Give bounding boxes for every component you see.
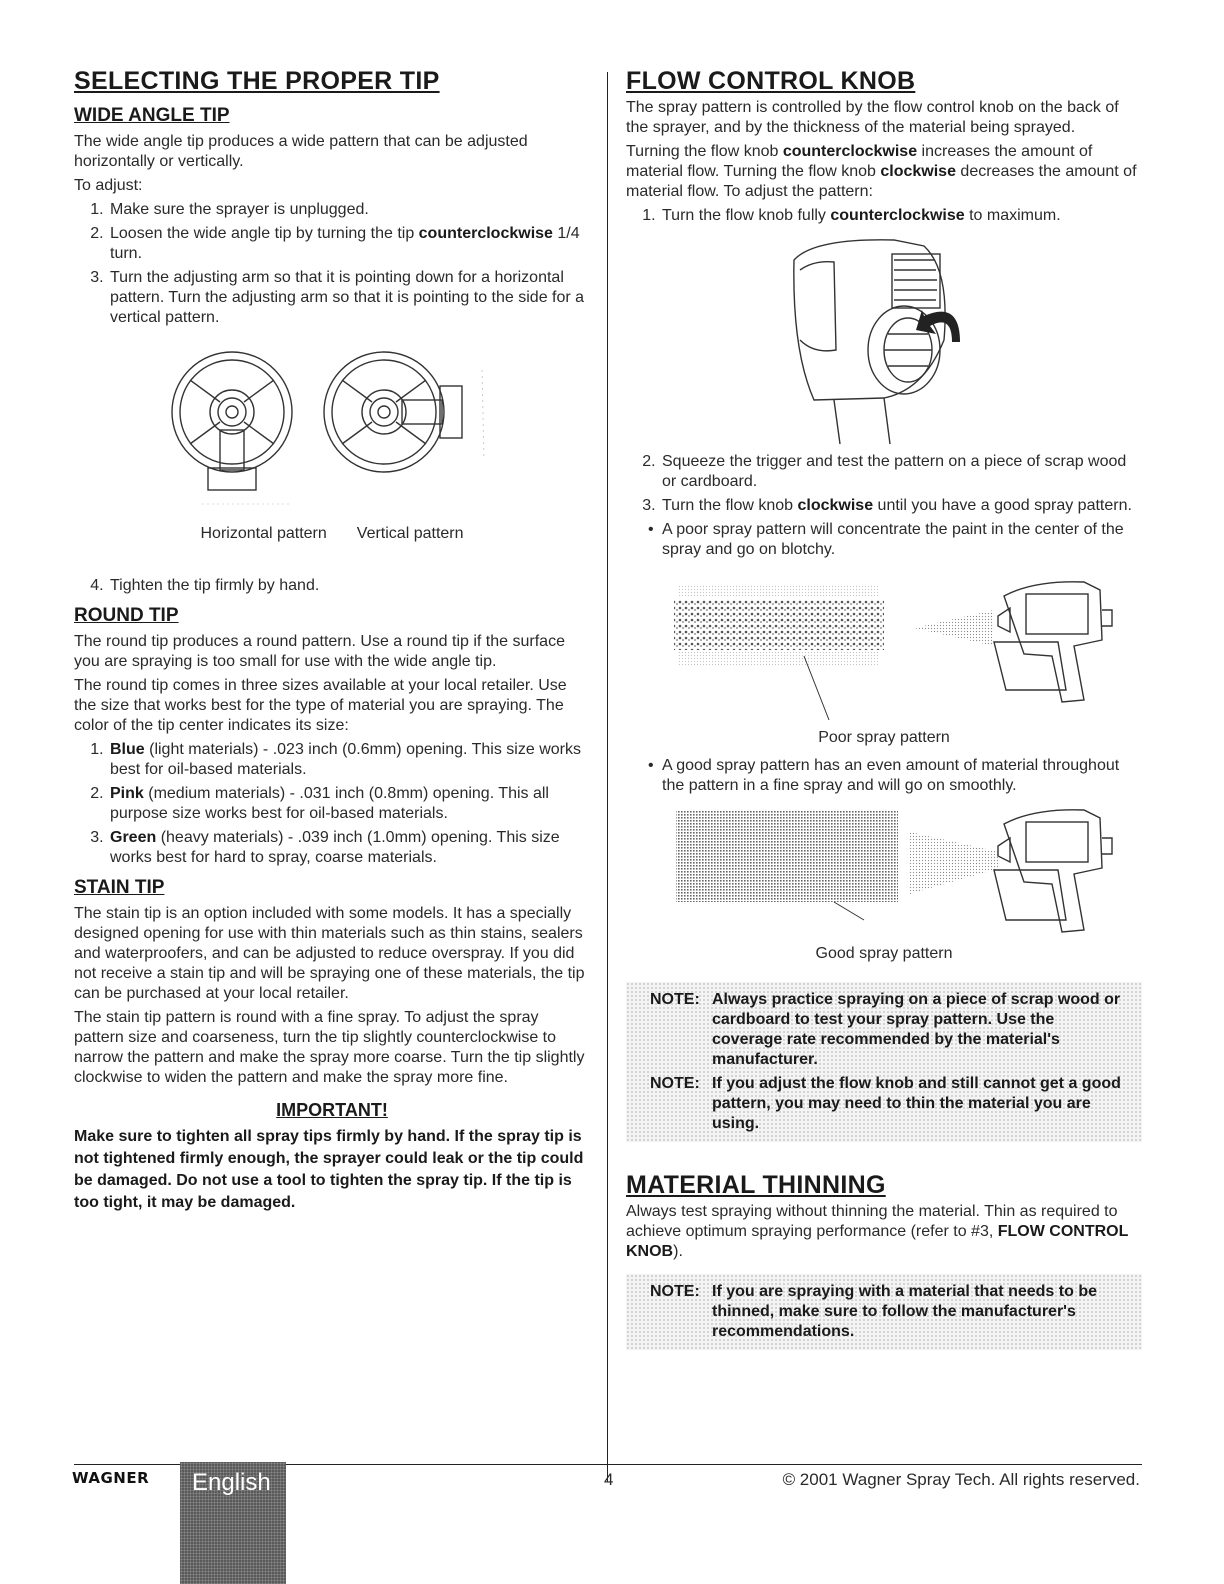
wide-angle-tip-heading: WIDE ANGLE TIP [74, 105, 230, 126]
round-tip-p2: The round tip comes in three sizes available at your local retailer. Use the size that works best for the type of material you are spraying. The color of the tip center indicates its size: [74, 677, 567, 734]
note-label: NOTE: [650, 1075, 700, 1092]
thinning-note [650, 1282, 1128, 1342]
important-heading: IMPORTANT! [276, 1100, 388, 1120]
wide-angle-step-1: 1. Make sure the sprayer is unplugged. [108, 200, 590, 220]
flow-notes-box [626, 982, 1142, 1142]
right-column [626, 66, 1142, 1350]
wide-angle-step-3: 3. Turn the adjusting arm so that it is pointing down for a horizontal pattern. Turn the adjusting arm so that it is pointing to the side for a vertical pattern. [108, 268, 590, 328]
note-text: Always practice spraying on a piece of scrap wood or cardboard to test your spray pattern. Use the coverage rate recommended by the material's manufacturer. [712, 991, 1121, 1068]
caption-vertical: Vertical pattern [356, 525, 464, 542]
left-column [74, 66, 590, 1214]
language-tab [180, 1462, 286, 1584]
round-tip-sizes [74, 740, 590, 868]
round-size-green: 3. Green (heavy materials) - .039 inch (1.0mm) opening. This size works best for hard to spray, coarse materials. [108, 828, 590, 868]
tip-pattern-illustration [162, 350, 502, 520]
round-size-pink: 2. Pink (medium materials) - .031 inch (0.8mm) opening. This all purpose size works best for oil-based materials. [108, 784, 590, 824]
flow-p1: The spray pattern is controlled by the flow control knob on the back of the sprayer, and by the thickness of the material being sprayed. [626, 99, 1119, 136]
note-label: NOTE: [650, 991, 700, 1008]
wide-angle-step-2: 2. Loosen the wide angle tip by turning the tip counterclockwise 1/4 turn. [108, 224, 590, 264]
flow-step-2: 2. Squeeze the trigger and test the pattern on a piece of scrap wood or cardboard. [660, 452, 1142, 492]
poor-pattern-bullet-list [626, 520, 1142, 560]
round-size-blue: 1. Blue (light materials) - .023 inch (0.6mm) opening. This size works best for oil-based materials. [108, 740, 590, 780]
column-divider [607, 72, 608, 1482]
caption-poor-spray: Poor spray pattern [818, 729, 950, 746]
language-label: English [192, 1469, 271, 1496]
round-tip-heading: ROUND TIP [74, 605, 179, 626]
note-label: NOTE: [650, 1283, 700, 1300]
good-pattern-bullet: • A good spray pattern has an even amount of material throughout the pattern in a fine spray and will go on smoothly. [662, 756, 1142, 796]
stain-tip-p2: The stain tip pattern is round with a fine spray. To adjust the spray pattern size and coarseness, turn the tip slightly counterclockwise to narrow the pattern and make the spray more coarse. Turn the tip slightly clockwise to widen the pattern and make the spray more fine. [74, 1009, 585, 1086]
to-adjust-label: To adjust: [74, 177, 143, 194]
wide-angle-step-4: 4. Tighten the tip firmly by hand. [108, 576, 590, 596]
caption-good-spray: Good spray pattern [815, 945, 953, 962]
wide-angle-step-4-list [74, 576, 590, 596]
section-title-flow-control: FLOW CONTROL KNOB [626, 67, 916, 95]
stain-tip-heading: STAIN TIP [74, 877, 165, 898]
caption-horizontal: Horizontal pattern [200, 525, 327, 542]
wide-angle-intro: The wide angle tip produces a wide pattern that can be adjusted horizontally or vertically. [74, 133, 528, 170]
flow-step-3: 3. Turn the flow knob clockwise until you have a good spray pattern. [660, 496, 1142, 516]
flow-note-1 [650, 990, 1128, 1070]
section-title-material-thinning: MATERIAL THINNING [626, 1171, 886, 1199]
thinning-note-box [626, 1274, 1142, 1350]
section-title-selecting-tip: SELECTING THE PROPER TIP [74, 67, 440, 95]
good-pattern-bullet-list [626, 756, 1142, 796]
note-text: If you adjust the flow knob and still cannot get a good pattern, you may need to thin the material you are using. [712, 1075, 1121, 1132]
page-number: 4 [604, 1470, 614, 1489]
stain-tip-p1: The stain tip is an option included with some models. It has a specially designed opening for use with thin materials such as thin stains, sealers and waterproofers, and can be adjusted to reduce overspray. If you did not receive a stain tip and will be spraying one of these materials, the tip can be purchased at your local retailer. [74, 905, 585, 1002]
poor-pattern-bullet: • A poor spray pattern will concentrate the paint in the center of the spray and go on blotchy. [662, 520, 1142, 560]
note-text: If you are spraying with a material that needs to be thinned, make sure to follow the manufacturer's recommendations. [712, 1283, 1097, 1340]
wagner-logo: WAGNER [72, 1469, 150, 1487]
round-tip-p1: The round tip produces a round pattern. Use a round tip if the surface you are spraying is too small for use with the wide angle tip. [74, 633, 565, 670]
tip-pattern-captions [74, 524, 590, 544]
flow-note-2 [650, 1074, 1128, 1134]
flow-steps-2-3 [626, 452, 1142, 516]
good-spray-illustration [654, 802, 1114, 942]
important-text: Make sure to tighten all spray tips firmly by hand. If the spray tip is not tightened firmly enough, the sprayer could leak or the tip could be damaged. Do not use a tool to tighten the spray tip. If the tip is too tight, it may be damaged. [74, 1128, 584, 1211]
copyright-notice: © 2001 Wagner Spray Tech. All rights reserved. [782, 1470, 1140, 1489]
flow-p2: Turning the flow knob counterclockwise increases the amount of material flow. Turning the flow knob clockwise decreases the amount of material flow. To adjust the pattern: [626, 143, 1137, 200]
flow-knob-illustration [774, 230, 994, 446]
thinning-p1: Always test spraying without thinning the material. Thin as required to achieve optimum spraying performance (refer to #3, FLOW CONTROL KNOB). [626, 1203, 1129, 1260]
flow-step-1: 1. Turn the flow knob fully counterclockwise to maximum. [660, 206, 1142, 226]
poor-spray-illustration [654, 570, 1114, 726]
wide-angle-steps [74, 200, 590, 328]
flow-step-1-list [626, 206, 1142, 226]
